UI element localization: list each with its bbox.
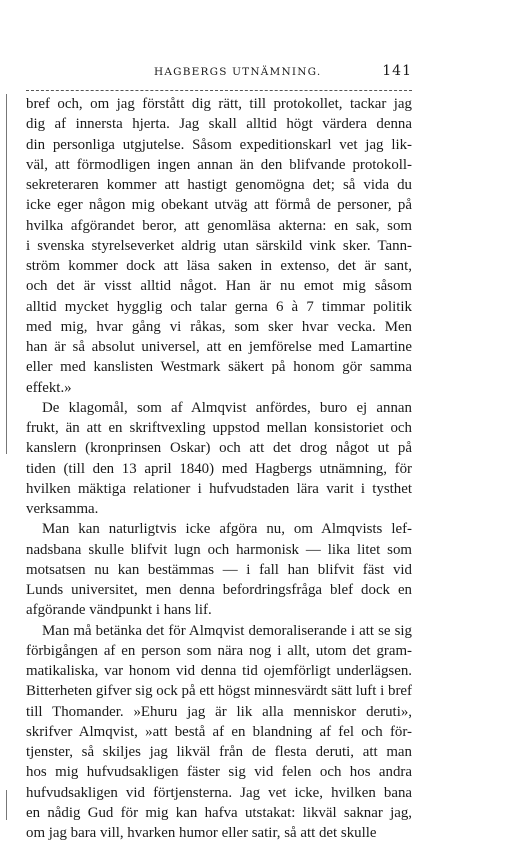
text-line: hvilken mäktiga relationer i hufvudstaden lära varit i tysthet: [26, 479, 412, 499]
text-line: De klagomål, som af Almqvist anfördes, buro ej annan: [26, 398, 412, 418]
text-line: icke eger någon mig obekant utväg att förmå de personer, på: [26, 195, 412, 215]
text-line: om jag bara vill, hvarken humor eller satir, så att det skulle: [26, 823, 412, 843]
text-line: med mig, hvar gång vi råkas, som sker hvar vecka. Men: [26, 317, 412, 337]
text-line: din personliga utgjutelse. Såsom expeditionskarl vet jag lik-: [26, 135, 412, 155]
text-line: matikaliska, var honom vid denna tid ojemförligt underlägsen.: [26, 661, 412, 681]
text-line: nadsbana skulle blifvit lugn och harmonisk — lika litet som: [26, 540, 412, 560]
text-line: Man kan naturligtvis icke afgöra nu, om Almqvists lef-: [26, 519, 412, 539]
text-line: väl, att förmodligen ingen annan än den blifvande protokoll-: [26, 155, 412, 175]
page-number: 141: [382, 63, 412, 79]
text-line: tjenster, så skiljes jag likväl från de flesta deruti, att man: [26, 742, 412, 762]
text-line: eller med kanslisten Westmark säkert på honom gör samma: [26, 357, 412, 377]
text-line: hufvudsakligen vid förtjensterna. Jag vet icke, hvilken bana: [26, 783, 412, 803]
text-line: ström kommer dock att läsa saken in extenso, det är sant,: [26, 256, 412, 276]
paragraph: [26, 94, 412, 398]
text-line: afgörande vändpunkt i hans lif.: [26, 600, 412, 620]
text-line: verksamma.: [26, 499, 412, 519]
paragraph: [26, 621, 412, 843]
text-line: frukt, än att en skriftvexling uppstod mellan konsistoriet och: [26, 418, 412, 438]
text-line: hos mig hufvudsakligen fäster sig vid felen och hos andra: [26, 762, 412, 782]
paragraph: [26, 519, 412, 620]
text-line: bref och, om jag förstått dig rätt, till protokollet, tackar jag: [26, 94, 412, 114]
text-line: i svenska styrelseverket aldrig utan särskild vink sker. Tann-: [26, 236, 412, 256]
text-line: kanslern (kronprinsen Oskar) och att det drog något ut på: [26, 438, 412, 458]
text-line: skrifver Almqvist, »att bestå af en blandning af fel och för-: [26, 722, 412, 742]
text-line: sekreteraren kommer att hastigt genomögna det; så vida du: [26, 175, 412, 195]
text-line: tiden (till den 13 april 1840) med Hagbergs utnämning, för: [26, 459, 412, 479]
text-line: alltid mycket hygglig och talar gerna 6 à 7 timmar politik: [26, 297, 412, 317]
text-line: förbigången af en person som nära nog i allt, utom det gram-: [26, 641, 412, 661]
text-line: Bitterheten gifver sig ock på ett högst minnesvärdt sätt luft i bref: [26, 681, 412, 701]
text-line: motsatsen nu kan bestämmas — i fall han blifvit fäst vid: [26, 560, 412, 580]
text-line: Lunds universitet, men denna befordringsfråga blef dock en: [26, 580, 412, 600]
margin-mark: [6, 790, 7, 820]
text-line: han är så absolut universel, att en jemförelse med Lamartine: [26, 337, 412, 357]
header-rule: [26, 90, 412, 91]
text-line: och det är visst alltid något. Han är nu emot mig såsom: [26, 276, 412, 296]
text-line: en nådig Gud för mig kan hafva utstakat: likväl saknar jag,: [26, 803, 412, 823]
paragraph: [26, 398, 412, 520]
page-header: [26, 62, 412, 86]
text-line: effekt.»: [26, 378, 412, 398]
text-line: Man må betänka det för Almqvist demoraliserande i att se sig: [26, 621, 412, 641]
text-line: hvilka afgörandet beror, att genomläsa akterna: en sak, som: [26, 216, 412, 236]
margin-mark: [6, 94, 7, 454]
running-title: HAGBERGS UTNÄMNING.: [154, 66, 321, 78]
body-text: [26, 94, 412, 843]
text-line: till Thomander. »Ehuru jag är lik alla menniskor deruti»,: [26, 702, 412, 722]
text-line: dig af innersta hjerta. Jag skall alltid högt värdera denna: [26, 114, 412, 134]
